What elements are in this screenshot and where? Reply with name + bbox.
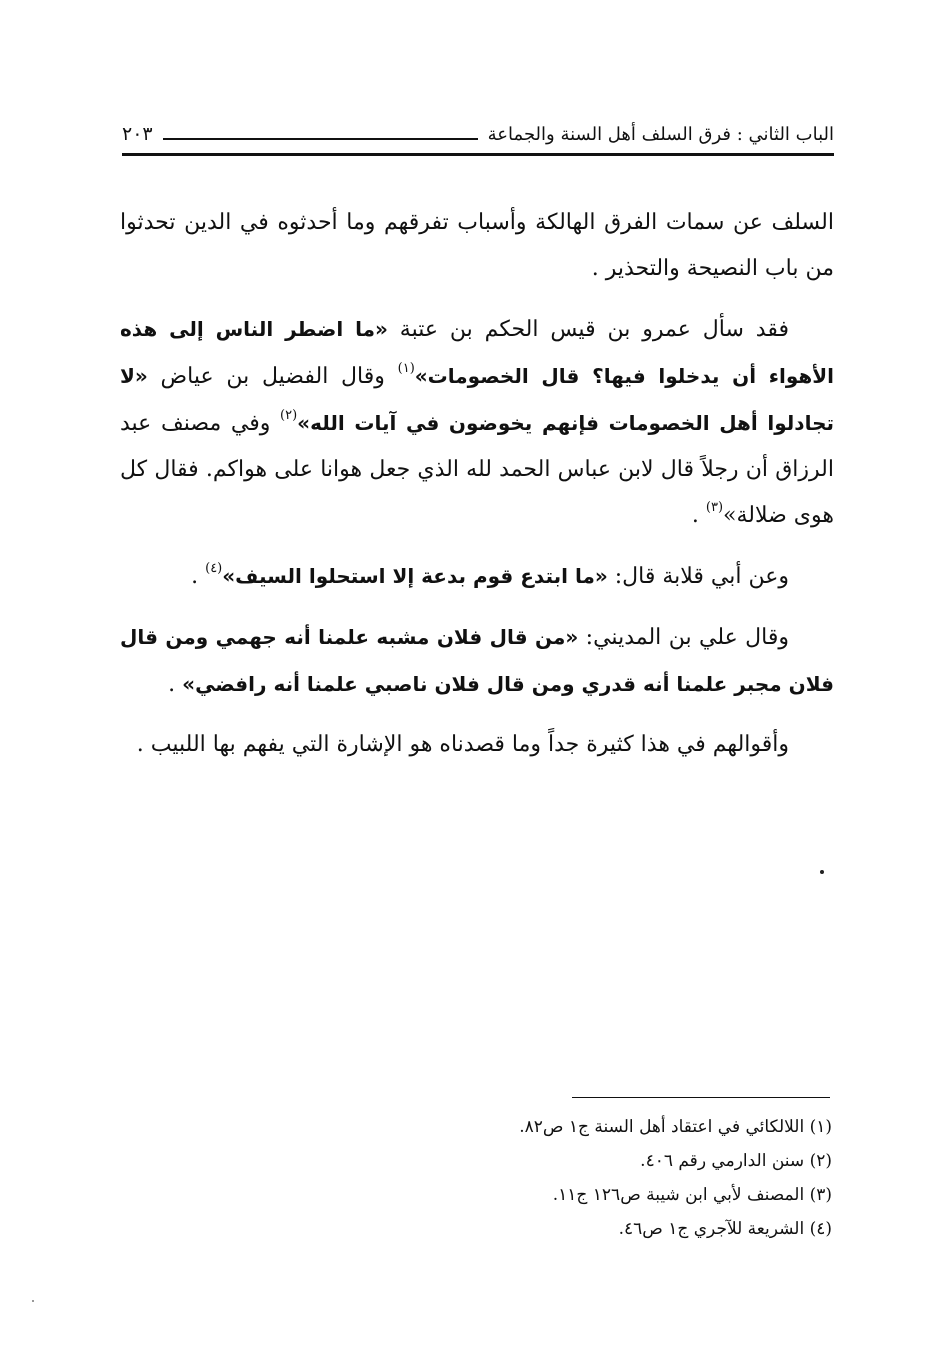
text-segment: فقد سأل عمرو بن قيس الحكم بن عتبة	[387, 317, 790, 342]
paragraph-3	[120, 553, 834, 600]
footnotes	[420, 1110, 832, 1246]
text-segment: وقال الفضيل بن عياض	[147, 364, 398, 389]
footnote-ref-2: (٢)	[280, 408, 298, 423]
footnote-ref-3: (٣)	[705, 500, 724, 515]
footnote-1: (١) اللالكائي في اعتقاد أهل السنة ج١ ص٨٢.	[519, 1117, 832, 1137]
paragraph-2	[120, 306, 834, 539]
text-segment: وعن أبي قلابة قال:	[607, 564, 789, 589]
footnote-3: (٣) المصنف لأبي ابن شيبة ص١٢٦ ج١١.	[552, 1185, 832, 1205]
quote-bold: «ما ابتدع قوم بدعة إلا استحلوا السيف»	[222, 564, 608, 588]
main-text	[120, 200, 834, 782]
quote-bold: «ما اضطر الناس إلى هذه الأهواء أن يدخلوا فيها؟ قال الخصومات»	[120, 317, 834, 388]
text-segment: .	[191, 564, 206, 589]
page-number: ٢٠٣	[122, 123, 153, 145]
chapter-title: الباب الثاني : فرق السلف أهل السنة والجماعة	[487, 124, 834, 145]
running-header	[122, 112, 834, 148]
footnote-2: (٢) سنن الدارمي رقم ٤٠٦.	[640, 1151, 832, 1171]
header-rule	[122, 153, 834, 156]
quote-bold: «لا تجادلوا أهل الخصومات فإنهم يخوضون في آيات الله»	[120, 364, 835, 435]
paragraph-1: السلف عن سمات الفرق الهالكة وأسباب تفرقهم وما أحدثوه في الدين تحدثوا من باب النصيحة والتحذير .	[120, 210, 834, 281]
text-segment: وفي مصنف عبد الرزاق أن رجلاً قال لابن عباس الحمد لله الذي جعل هوانا على هواكم. فقال كل هوى ضلالة»	[120, 411, 834, 528]
stray-dot	[820, 870, 824, 874]
text-segment: .	[691, 503, 706, 528]
footnote-separator	[572, 1097, 830, 1098]
quote-bold: «من قال فلان مشبه علمنا أنه جهمي ومن قال فلان مجبر علمنا أنه قدري ومن قال فلان ناصبي علمنا أنه رافضي»	[120, 625, 834, 696]
header-leader-line	[163, 138, 478, 140]
paragraph-5: وأقوالهم في هذا كثيرة جداً وما قصدناه هو الإشارة التي يفهم بها اللبيب .	[136, 732, 789, 757]
footnote-ref-1: (١)	[397, 361, 415, 376]
footnote-4: (٤) الشريعة للآجري ج١ ص٤٦.	[618, 1219, 832, 1239]
scan-mark	[32, 1300, 34, 1302]
text-segment: وقال علي بن المديني:	[578, 625, 789, 650]
text-segment: .	[168, 672, 183, 697]
paragraph-4	[120, 614, 834, 708]
footnote-ref-4: (٤)	[205, 561, 223, 576]
